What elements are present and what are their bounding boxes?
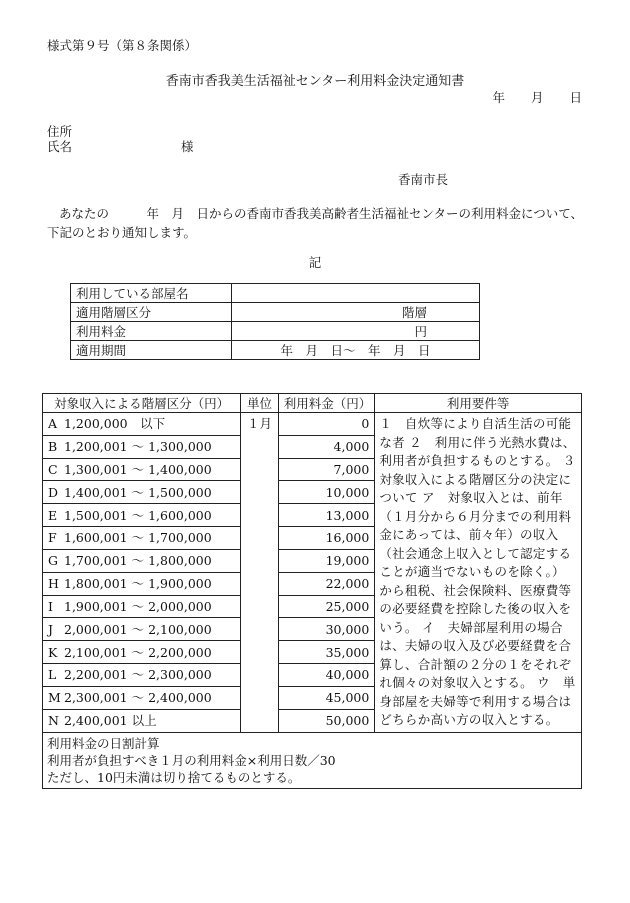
sender-name: 香南市長 <box>398 172 449 187</box>
fee-row-range-text: 2,300,001 ～ 2,400,000 <box>64 690 212 706</box>
summary-value: 年 月 日～ 年 月 日 <box>232 341 480 360</box>
fee-row-range-text: 1,700,001 ～ 1,800,000 <box>64 553 212 569</box>
fee-row-grade: I <box>48 598 53 614</box>
document-title: 香南市香我美生活福祉センター利用料金決定通知書 <box>165 74 465 89</box>
fee-row-amount: 45,000 <box>278 686 375 709</box>
fee-row-range <box>43 595 241 618</box>
fee-row-amount: 30,000 <box>278 618 375 641</box>
fee-row-range <box>43 618 241 641</box>
fee-row-range <box>43 641 241 664</box>
fee-row-range-text: 1,400,001 ～ 1,500,000 <box>64 484 212 500</box>
date-line <box>486 88 582 106</box>
fee-row-range <box>43 504 241 527</box>
daily-calc-note <box>43 732 582 788</box>
fee-unit: １月 <box>241 413 278 733</box>
name-label: 氏名 <box>47 139 73 154</box>
fee-row-grade: C <box>48 462 58 478</box>
date-day: 日 <box>569 90 582 105</box>
summary-label: 適用階層区分 <box>71 303 232 322</box>
fee-row-amount: 4,000 <box>278 435 375 458</box>
header-fee: 利用料金（円） <box>278 394 375 413</box>
summary-value: 階層 <box>232 303 480 322</box>
fee-row-grade: B <box>48 439 58 455</box>
honorific: 様 <box>181 139 194 154</box>
summary-value: 円 <box>232 322 480 341</box>
fee-row-range <box>43 527 241 550</box>
fee-row-amount: 0 <box>278 413 375 436</box>
header-category: 対象収入による階層区分（円） <box>43 394 241 413</box>
fee-row <box>43 413 582 436</box>
fee-row-range <box>43 572 241 595</box>
fee-row-grade: J <box>48 621 54 637</box>
fee-row-amount: 50,000 <box>278 709 375 732</box>
summary-label: 利用料金 <box>71 322 232 341</box>
fee-row-range <box>43 709 241 732</box>
fee-row-range-text: 2,400,001 以上 <box>64 713 157 729</box>
fee-row-grade: H <box>48 576 59 592</box>
fee-row-grade: L <box>48 667 57 683</box>
summary-label: 利用している部屋名 <box>71 284 232 303</box>
summary-value <box>232 284 480 303</box>
fee-row-range-text: 1,200,001 ～ 1,300,000 <box>64 439 212 455</box>
fee-row-range <box>43 458 241 481</box>
fee-table-footer <box>43 732 582 788</box>
summary-row <box>71 341 480 360</box>
fee-row-amount: 40,000 <box>278 663 375 686</box>
fee-row-amount: 19,000 <box>278 549 375 572</box>
fee-row-range-text: 1,600,001 ～ 1,700,000 <box>64 530 212 546</box>
fee-row-grade: E <box>48 507 58 523</box>
fee-row-range <box>43 435 241 458</box>
fee-row-range-text: 2,200,001 ～ 2,300,000 <box>64 667 212 683</box>
header-unit: 単位 <box>241 394 278 413</box>
fee-row-range <box>43 549 241 572</box>
daily-calc-rounding: ただし、10円未満は切り捨てるものとする。 <box>47 769 301 785</box>
fee-row-range-text: 1,300,001 ～ 1,400,000 <box>64 462 212 478</box>
summary-table <box>70 283 480 360</box>
fee-table <box>42 393 589 789</box>
fee-row-amount: 16,000 <box>278 527 375 550</box>
fee-row-range <box>43 663 241 686</box>
ki-marker: 記 <box>308 255 322 270</box>
summary-row <box>71 284 480 303</box>
date-year: 年 <box>492 90 505 105</box>
fee-row-range-text: 2,000,001 ～ 2,100,000 <box>64 621 212 637</box>
date-month: 月 <box>530 90 544 105</box>
form-number: 様式第９号（第８条関係） <box>47 38 198 53</box>
fee-row-grade: N <box>48 713 59 729</box>
fee-row-amount: 35,000 <box>278 641 375 664</box>
fee-row-amount: 10,000 <box>278 481 375 504</box>
body-paragraph: あなたの 年 月 日からの香南市香我美高齢者生活福祉センターの利用料金について、下記のとおり通知します。 <box>47 206 584 240</box>
header-requirements: 利用要件等 <box>375 394 582 413</box>
daily-calc-formula: 利用者が負担すべき１月の利用料金×利用日数／30 <box>47 752 336 768</box>
summary-label: 適用期間 <box>71 341 232 360</box>
fee-row-grade: K <box>48 644 58 660</box>
summary-row <box>71 322 480 341</box>
address-label: 住所 <box>47 124 73 139</box>
fee-row-range <box>43 481 241 504</box>
requirements-text: １ 自炊等により自活生活の可能な者 ２ 利用に伴う光熱水費は、利用者が負担するものとする。 ３ 対象収入による階層区分の決定について ア 対象収入とは、前年（１月分から６月分までの利用料金にあっては、前々年）の収入（社会通念上収入として認定することが適当でないものを除く。）から租税、社会保険料、医療費等の必要経費を控除した後の収入をいう。 イ 夫婦部屋利用の場合は、夫婦の収入及び必要経費を合算し、合計額の２分の１をそれぞれ個々の対象収入とする。 ウ 単身部屋を夫婦等で利用する場合はどちらか高い方の収入とする。 <box>375 413 582 733</box>
fee-row-amount: 22,000 <box>278 572 375 595</box>
fee-row-amount: 25,000 <box>278 595 375 618</box>
fee-row-grade: M <box>48 690 61 706</box>
fee-row-range <box>43 686 241 709</box>
fee-row-grade: F <box>48 530 57 546</box>
fee-row-amount: 13,000 <box>278 504 375 527</box>
fee-row-range-text: 1,900,001 ～ 2,000,000 <box>64 598 212 614</box>
summary-row <box>71 303 480 322</box>
name-line <box>47 137 194 155</box>
fee-row-range-text: 1,500,001 ～ 1,600,000 <box>64 507 212 523</box>
fee-row-grade: D <box>48 484 59 500</box>
fee-row-range <box>43 413 241 436</box>
fee-row-grade: G <box>48 553 58 569</box>
fee-row-range-text: 1,800,001 ～ 1,900,000 <box>64 576 212 592</box>
fee-row-amount: 7,000 <box>278 458 375 481</box>
fee-row-grade: A <box>48 416 58 432</box>
fee-row-range-text: 2,100,001 ～ 2,200,000 <box>64 644 212 660</box>
daily-calc-title: 利用料金の日割計算 <box>47 735 160 751</box>
fee-table-header <box>43 394 582 413</box>
fee-row-range-text: 1,200,000 以下 <box>64 416 166 432</box>
